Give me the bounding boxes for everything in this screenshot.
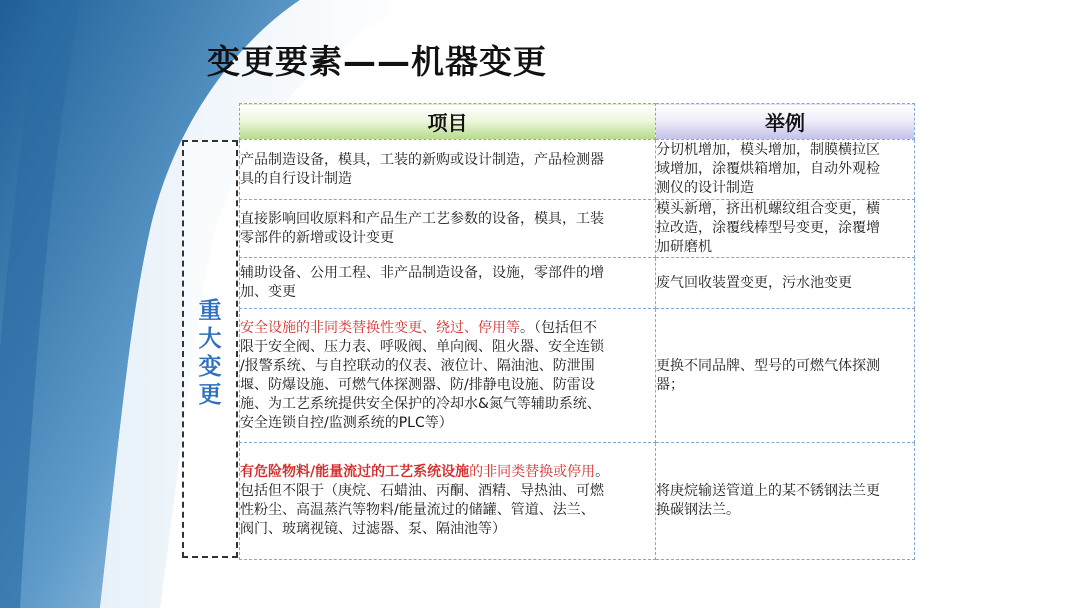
- table-header-row: [240, 104, 915, 140]
- example-cell: [656, 443, 915, 560]
- item-cell: [240, 140, 656, 200]
- replacement-highlight: 的非同类替换或停用: [469, 464, 596, 480]
- item-detail: 。 包括但不限于（庚烷、石蜡油、丙酮、酒精、导热油、可燃 性粉尘、高温蒸汽等物料/能量流过的储罐、管道、法兰、 阀门、玻璃视镜、过滤器、泵、隔油池等）: [240, 464, 610, 537]
- item-detail: 。（包括但不 限于安全阀、压力表、呼吸阀、单向阀、阻火器、安全连锁 /报警系统、与自控联动的仪表、液位计、隔油池、防泄围 堰、防爆设施、可燃气体探测器、防/排静电设施、防雷设 施、为工艺系统提供安全保护的冷却水&氮气等辅助系统、 安全连锁自控/监测系统的PLC等）: [240, 319, 604, 431]
- hazard-system-highlight: 有危险物料/能量流过的工艺系统设施: [240, 464, 470, 480]
- item-text: 产品制造设备，模具，工装的新购或设计制造，产品检测器 具的自行设计制造: [240, 151, 604, 187]
- table-row: [240, 443, 915, 560]
- example-cell: [656, 200, 915, 258]
- table-row: [240, 309, 915, 443]
- example-text: 模头新增，挤出机螺纹组合变更，横 拉改造，涂覆线棒型号变更，涂覆增 加研磨机: [656, 201, 880, 255]
- slide-title: 变更要素——机器变更: [207, 42, 547, 81]
- column-header-item: 项目: [240, 104, 656, 140]
- side-label-char: 大: [198, 326, 222, 352]
- side-label-char: 变: [198, 354, 222, 380]
- side-label-char: 更: [198, 382, 222, 408]
- item-text: 辅助设备、公用工程、非产品制造设备，设施，零部件的增 加、变更: [240, 265, 604, 300]
- machine-change-table: [239, 103, 915, 560]
- example-cell: [656, 309, 915, 443]
- item-cell: [240, 309, 656, 443]
- example-text: 分切机增加，模头增加，制膜横拉区 域增加，涂覆烘箱增加，自动外观检 测仪的设计制造: [656, 142, 880, 196]
- table-row: [240, 258, 915, 309]
- example-cell: [656, 140, 915, 200]
- table-row: [240, 140, 915, 200]
- side-label-char: 重: [198, 298, 222, 324]
- safety-facility-highlight: 安全设施的非同类替换性变更、绕过、停用等: [240, 319, 520, 336]
- example-text: 废气回收装置变更，污水池变更: [656, 274, 852, 291]
- item-text: 直接影响回收原料和产品生产工艺参数的设备，模具，工装 零部件的新增或设计变更: [240, 210, 604, 246]
- item-text: [240, 463, 655, 539]
- example-cell: [656, 258, 915, 309]
- column-header-example: 举例: [656, 104, 915, 140]
- major-change-frame: [182, 140, 238, 558]
- example-text: 更换不同品牌、型号的可燃气体探测 器；: [656, 357, 880, 393]
- item-text: [240, 319, 655, 433]
- item-cell: [240, 258, 656, 309]
- example-text: 将庚烷输送管道上的某不锈钢法兰更 换碳钢法兰。: [656, 483, 880, 518]
- major-change-label: [184, 297, 236, 409]
- item-cell: [240, 200, 656, 258]
- table-row: [240, 200, 915, 258]
- item-cell: [240, 443, 656, 560]
